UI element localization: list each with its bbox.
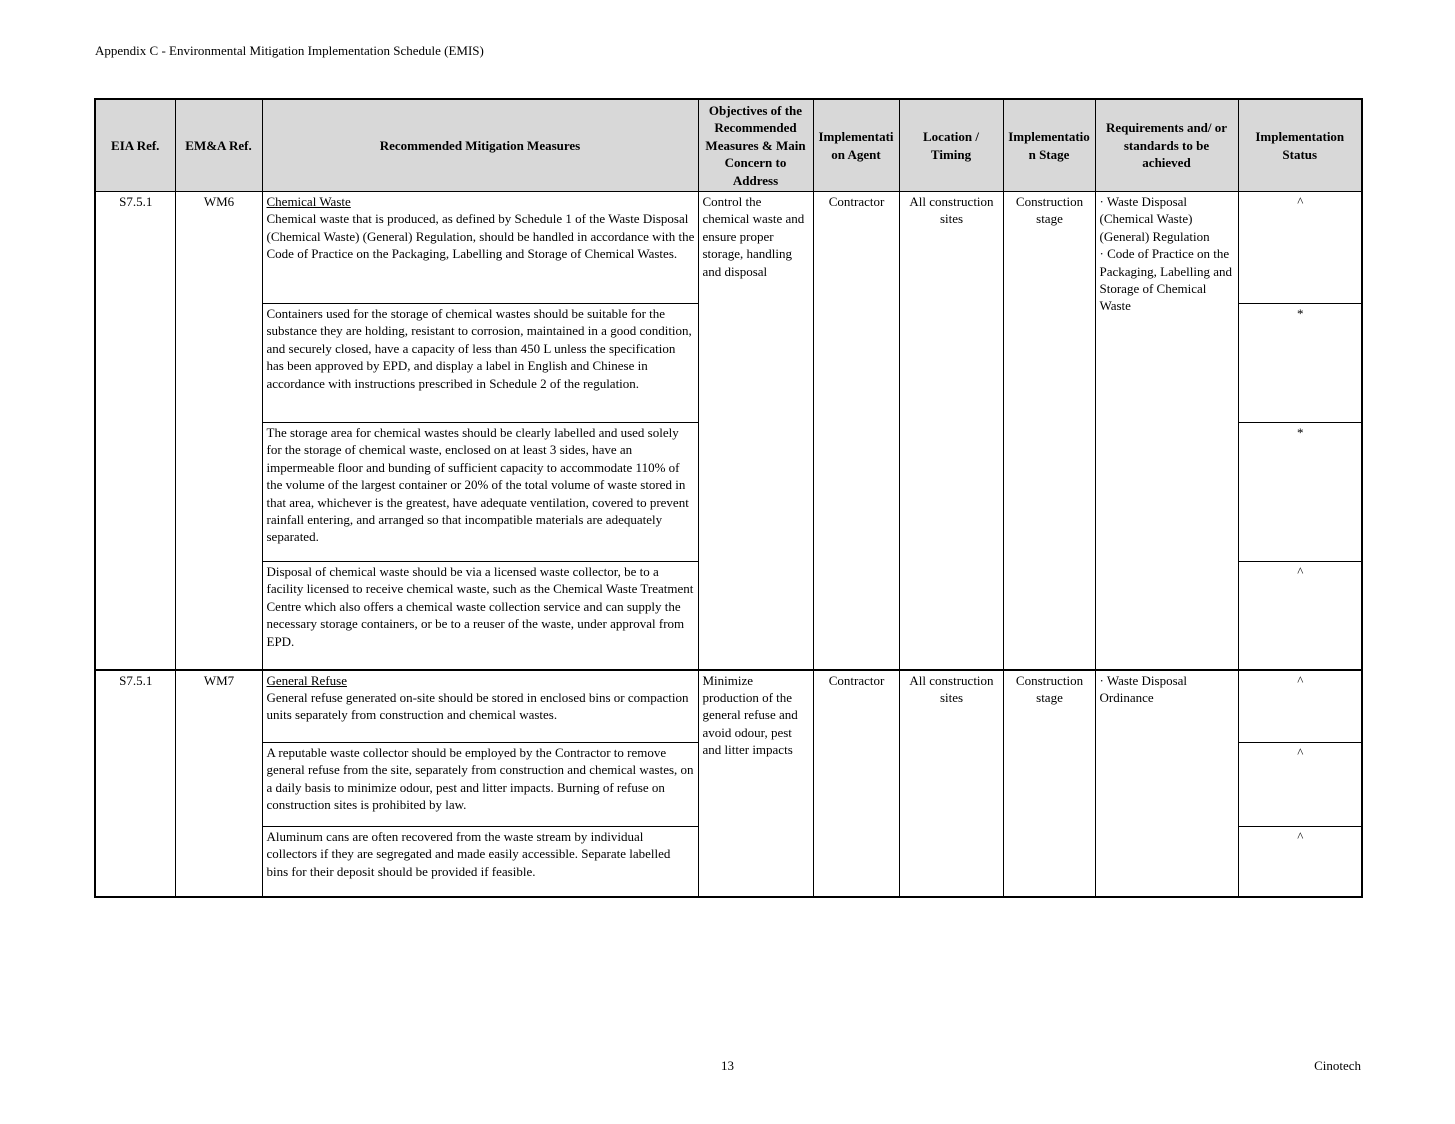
cell-measure <box>262 192 698 304</box>
cell-measure: Aluminum cans are often recovered from the waste stream by individual collectors if they are segregated and made easily accessible. Separate labelled bins for their deposit should be provided if feasible. <box>262 827 698 897</box>
column-header-objectives: Objectives of the Recommended Measures & Main Concern to Address <box>698 99 813 192</box>
cell-ema-ref: WM7 <box>175 670 262 897</box>
measure-topic: Chemical Waste <box>266 194 351 210</box>
cell-status: ^ <box>1238 192 1362 304</box>
column-header-status: Implementation Status <box>1238 99 1362 192</box>
column-header-location-timing: Location / Timing <box>899 99 1003 192</box>
cell-status: ^ <box>1238 562 1362 670</box>
column-header-measures: Recommended Mitigation Measures <box>262 99 698 192</box>
footer-company: Cinotech <box>1314 1058 1361 1073</box>
cell-status: ^ <box>1238 670 1362 743</box>
cell-requirements <box>1095 192 1238 670</box>
cell-eia-ref: S7.5.1 <box>95 670 175 897</box>
cell-requirements <box>1095 670 1238 897</box>
column-header-eia-ref: EIA Ref. <box>95 99 175 192</box>
cell-status: ^ <box>1238 827 1362 897</box>
table-row <box>95 670 1362 743</box>
page-number: 13 <box>721 1058 734 1073</box>
cell-objectives: Control the chemical waste and ensure proper storage, handling and disposal <box>698 192 813 670</box>
column-header-requirements: Requirements and/ or standards to be achieved <box>1095 99 1238 192</box>
column-header-stage: Implementation Stage <box>1003 99 1095 192</box>
measure-text: Chemical waste that is produced, as defined by Schedule 1 of the Waste Disposal (Chemical Waste) (General) Regulation, should be handled in accordance with the Code of Practice on the Packaging, Labelling and Storage of Chemical Wastes. <box>266 211 695 262</box>
cell-agent: Contractor <box>813 192 899 670</box>
cell-measure: The storage area for chemical wastes should be clearly labelled and used solely for the storage of chemical waste, enclosed on at least 3 sides, have an impermeable floor and bunding of sufficient capacity to accommodate 110% of the volume of the largest container or 20% of the total volume of waste stored in that area, whichever is the greatest, have adequate ventilation, covered to prevent rainfall entering, and arranged so that incompatible materials are adequately separated. <box>262 423 698 562</box>
cell-status: * <box>1238 423 1362 562</box>
cell-stage: Construction stage <box>1003 192 1095 670</box>
requirement-item: · Waste Disposal (Chemical Waste) (General) Regulation <box>1099 194 1210 244</box>
measure-text: General refuse generated on-site should be stored in enclosed bins or compaction units separately from construction and chemical wastes. <box>266 689 689 723</box>
header-row <box>95 99 1362 192</box>
cell-objectives: Minimize production of the general refuse and avoid odour, pest and litter impacts <box>698 670 813 897</box>
cell-agent: Contractor <box>813 670 899 897</box>
cell-measure: Disposal of chemical waste should be via a licensed waste collector, be to a facility licensed to receive chemical waste, such as the Chemical Waste Treatment Centre which also offers a chemical waste collection service and can supply the necessary storage containers, or be to a reuser of the waste, under approval from EPD. <box>262 562 698 670</box>
requirement-item: · Waste Disposal Ordinance <box>1099 672 1188 705</box>
page-title: Appendix C - Environmental Mitigation Implementation Schedule (EMIS) <box>95 43 484 58</box>
cell-measure <box>262 670 698 743</box>
emis-table <box>94 98 1363 898</box>
cell-status: * <box>1238 304 1362 423</box>
requirement-item: · Code of Practice on the Packaging, Labelling and Storage of Chemical Waste <box>1099 246 1232 314</box>
column-header-ema-ref: EM&A Ref. <box>175 99 262 192</box>
cell-measure: Containers used for the storage of chemical wastes should be suitable for the substance they are holding, resistant to corrosion, maintained in a good condition, and securely closed, have a capacity of less than 450 L unless the specification has been approved by EPD, and display a label in English and Chinese in accordance with instructions prescribed in Schedule 2 of the regulation. <box>262 304 698 423</box>
column-header-agent: Implementation Agent <box>813 99 899 192</box>
cell-eia-ref: S7.5.1 <box>95 192 175 670</box>
table-row <box>95 192 1362 304</box>
cell-stage: Construction stage <box>1003 670 1095 897</box>
cell-measure: A reputable waste collector should be employed by the Contractor to remove general refuse from the site, separately from construction and chemical wastes, on a daily basis to minimize odour, pest and litter impacts. Burning of refuse on construction sites is prohibited by law. <box>262 743 698 827</box>
cell-location-timing: All construction sites <box>899 670 1003 897</box>
cell-ema-ref: WM6 <box>175 192 262 670</box>
measure-topic: General Refuse <box>266 672 347 688</box>
cell-status: ^ <box>1238 743 1362 827</box>
cell-location-timing: All construction sites <box>899 192 1003 670</box>
